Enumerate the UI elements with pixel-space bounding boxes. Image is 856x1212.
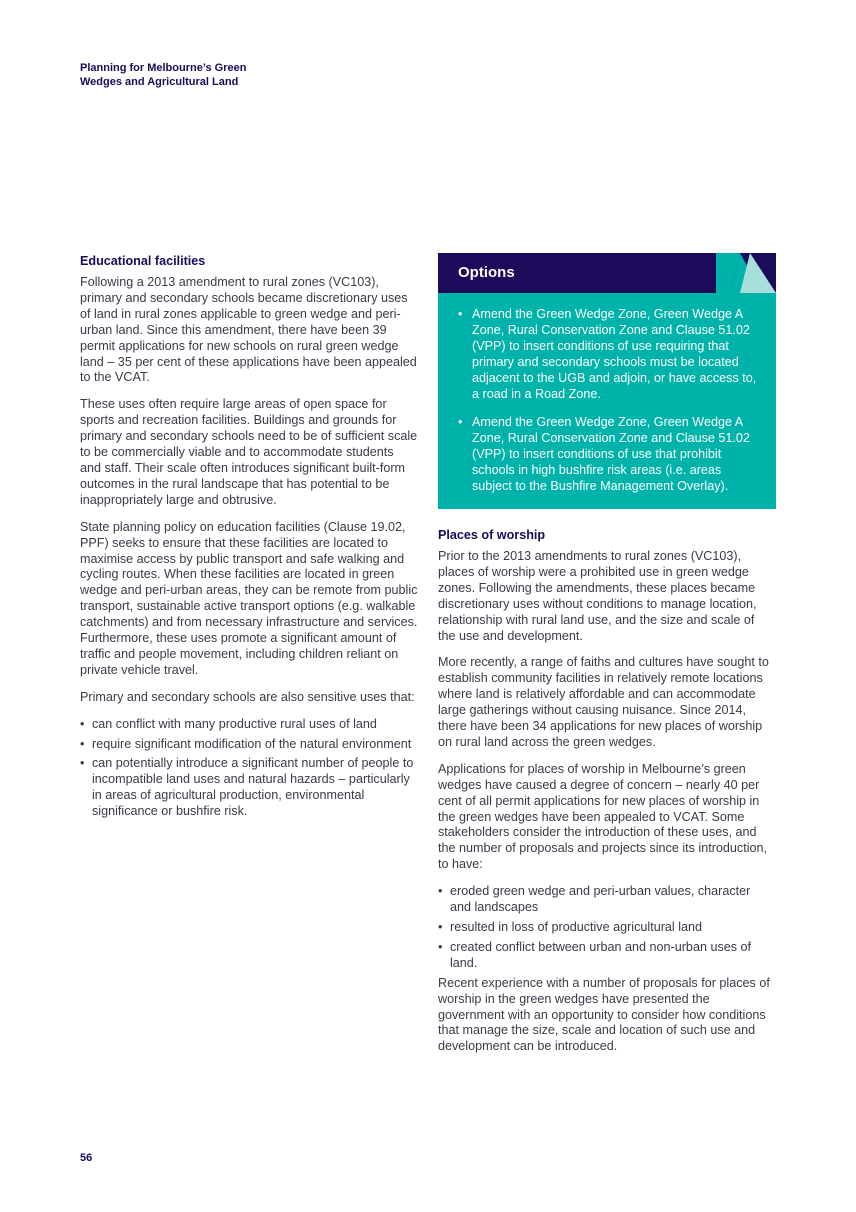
options-header: [438, 253, 776, 293]
decorative-triangles-icon: [716, 253, 776, 293]
options-list: [458, 307, 758, 495]
page-number: 56: [80, 1152, 93, 1164]
paragraph: State planning policy on education facilities (Clause 19.02, PPF) seeks to ensure that these facilities are located to maximise access by public transport and safe walking and cycling routes. When these facilities are located in green wedge and peri-urban areas, they can be remote from public transport, sustainable active transport options (e.g. walkable catchments) and from necessary infrastructure and services. Furthermore, these uses promote a significant amount of traffic and people movement, including children reliant on private vehicle travel.: [80, 519, 418, 677]
option-item: • Amend the Green Wedge Zone, Green Wedge A Zone, Rural Conservation Zone and Clause 51.02 (VPP) to insert conditions of use that prohibit schools in high bushfire risk areas (i.e. areas subject to the Bushfire Management Overlay).: [458, 415, 758, 495]
right-column: [438, 253, 772, 1066]
paragraph: Following a 2013 amendment to rural zones (VC103), primary and secondary schools became discretionary uses of land in rural zones applicable to green wedge and peri-urban land. Since this amendment, there have been 39 permit applications for new schools on rural green wedge land – 35 per cent of these applications have been appealed to the VCAT.: [80, 275, 417, 385]
light-teal-triangle: [740, 253, 776, 293]
educational-facilities-heading: Educational facilities: [80, 254, 206, 268]
running-header: [80, 61, 340, 89]
sensitive-uses-list: [80, 717, 418, 820]
options-box: [438, 253, 776, 509]
paragraph: These uses often require large areas of open space for sports and recreation facilities. Buildings and grounds for primary and secondary schools need to be of sufficient scale to be commercially viable and to accommodate students and staff. Their scale often introduces significant built-form outcomes in the rural landscape that has potential to be inappropriately large and obtrusive.: [80, 397, 418, 507]
list-item: • can potentially introduce a significant number of people to incompatible land uses and natural hazards – particularly in areas of agricultural production, environmental significance or bushfire risk.: [80, 756, 418, 820]
closing-paragraph: Recent experience with a number of proposals for places of worship in the green wedges have presented the government with an opportunity to consider how conditions that manage the size, scale and location of such use and development can be introduced.: [438, 975, 770, 1054]
list-item: • eroded green wedge and peri-urban values, character and landscapes: [438, 884, 772, 916]
left-column: [80, 253, 418, 831]
running-header-line-2: Wedges and Agricultural Land: [80, 76, 239, 88]
options-body: [438, 293, 776, 509]
list-item: • require significant modification of the natural environment: [80, 737, 418, 753]
paragraph: Prior to the 2013 amendments to rural zones (VC103), places of worship were a prohibited use in green wedge zones. Following the amendments, these places became discretionary uses without conditions to manage location, relationship with rural land use, and the size and scale of the use and development.: [438, 548, 757, 643]
paragraph: More recently, a range of faiths and cultures have sought to establish community facilities in relatively remote locations where land is relatively affordable and can accommodate large gatherings without causing nuisance. Since 2014, there have been 34 applications for new places of worship on rural land across the green wedges.: [438, 655, 769, 749]
places-of-worship-heading: Places of worship: [438, 527, 546, 542]
options-title: Options: [458, 264, 515, 281]
concerns-list: [438, 884, 772, 972]
paragraph: Primary and secondary schools are also sensitive uses that:: [80, 689, 415, 704]
option-item: • Amend the Green Wedge Zone, Green Wedge A Zone, Rural Conservation Zone and Clause 51.02 (VPP) to insert conditions of use requiring that primary and secondary schools must be located adjacent to the UGB and adjoin, or have access to, a road in a Road Zone.: [458, 307, 758, 402]
list-item: • resulted in loss of productive agricultural land: [438, 920, 772, 936]
running-header-line-1: Planning for Melbourne’s Green: [80, 62, 247, 74]
paragraph: Applications for places of worship in Melbourne’s green wedges have caused a degree of concern – nearly 40 per cent of all permit applications for new places of worship in the green wedges have been appealed to VCAT. Some stakeholders consider the introduction of these uses, and the number of proposals and projects since its introduction, to have:: [438, 761, 768, 872]
list-item: • can conflict with many productive rural uses of land: [80, 717, 418, 733]
list-item: • created conflict between urban and non-urban uses of land.: [438, 940, 772, 972]
